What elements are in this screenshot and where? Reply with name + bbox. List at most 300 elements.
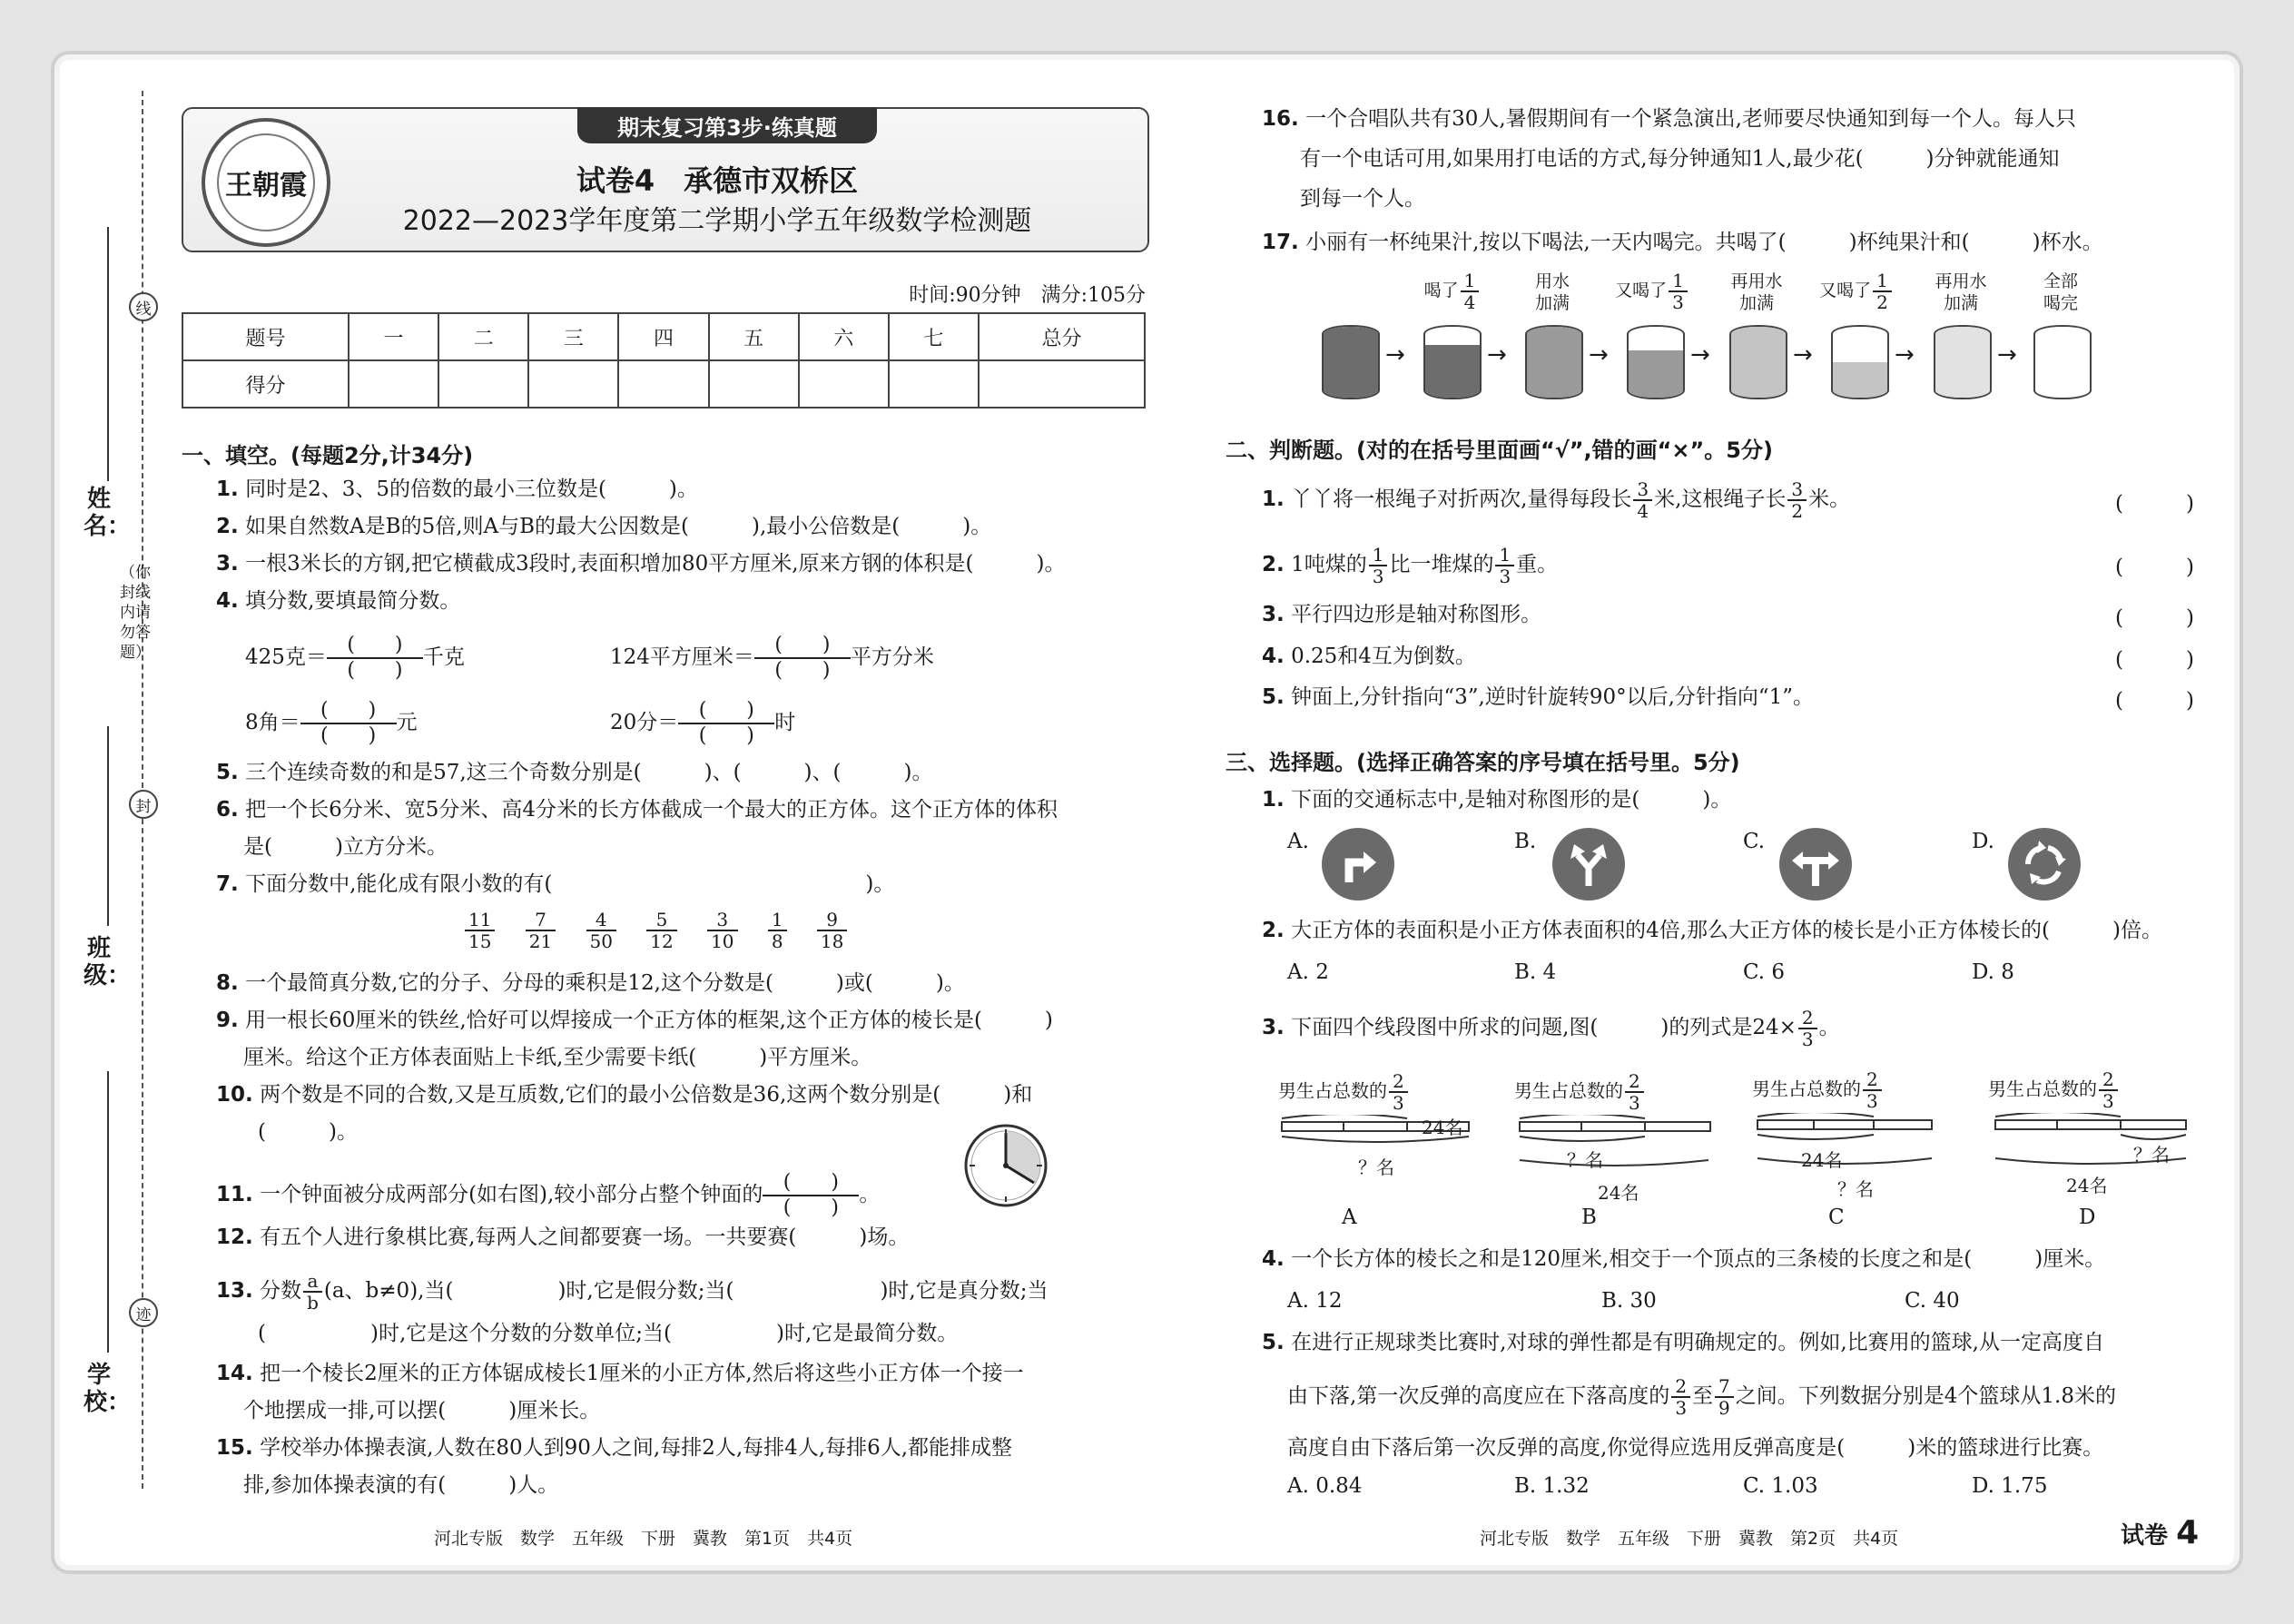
logo-text: 王朝霞	[217, 133, 315, 231]
diagram-c-segments	[1756, 1113, 1937, 1182]
q-number: 3.	[1262, 603, 1285, 626]
score-input-cell[interactable]	[979, 360, 1145, 408]
q-number: 2.	[1262, 919, 1285, 942]
juice-cup	[1423, 325, 1482, 399]
label-text: 男生占总数的	[1752, 1078, 1861, 1100]
denominator: 3	[1629, 1092, 1640, 1114]
denominator: 15	[468, 930, 492, 952]
q-text: 0.25和4互为倒数。	[1291, 645, 1476, 668]
publisher-logo	[202, 118, 330, 247]
exam-title: 试卷4 承德市双桥区	[576, 163, 859, 198]
fraction	[707, 910, 737, 951]
school-label: 学校：	[84, 1362, 132, 1416]
q-text: 如果自然数A是B的5倍,则A与B的最大公因数是( ),最小公倍数是( )。	[245, 515, 992, 538]
section-judge-title: 二、判断题。(对的在括号里面画“√”,错的画“×”。5分)	[1226, 438, 1773, 463]
blank-denominator: ( )	[320, 724, 377, 747]
diagram-c-label	[1752, 1069, 1884, 1111]
score-cell: 六	[799, 313, 889, 360]
denominator: 3	[1675, 1397, 1688, 1419]
time-info: 时间:90分钟 满分:105分	[909, 284, 1146, 307]
judge-q4	[1262, 643, 1476, 670]
q-number: 2.	[216, 515, 239, 538]
juice-fill	[1324, 327, 1378, 398]
diagram-b-24: 24名	[1598, 1182, 1639, 1204]
juice-cup	[1525, 325, 1583, 399]
blank-fraction[interactable]	[327, 634, 423, 683]
arrow-icon: →	[1487, 341, 1507, 369]
numerator: 1	[1369, 545, 1388, 566]
fraction	[1495, 545, 1514, 586]
blank-numerator: ( )	[300, 699, 397, 724]
label-text: 男生占总数的	[1988, 1078, 2097, 1100]
left-right-arrows-icon	[1788, 837, 1843, 891]
q-text: 124平方厘米＝	[610, 645, 754, 669]
fraction	[768, 910, 787, 951]
juice-cup	[1627, 325, 1685, 399]
blank-numerator: ( )	[327, 634, 423, 659]
fraction	[2099, 1069, 2118, 1111]
fill-q4a	[245, 634, 465, 683]
label-text: 用水	[1534, 271, 1570, 291]
label-text: 又喝了	[1819, 281, 1872, 300]
denominator: 8	[771, 930, 783, 952]
choice-q2-option[interactable]: B. 4	[1514, 960, 1557, 984]
juice-cup	[1831, 325, 1889, 399]
fill-q14-cont: 个地摆成一排,可以摆( )厘米长。	[243, 1399, 601, 1422]
numerator: 1	[1669, 271, 1688, 292]
q-text: 8角＝	[245, 711, 300, 734]
diagram-d-letter[interactable]: D	[2079, 1206, 2096, 1229]
numerator: 2	[1671, 1376, 1690, 1398]
fill-q12	[216, 1224, 909, 1251]
numerator: 7	[526, 910, 556, 931]
score-cell: 三	[528, 313, 618, 360]
score-cell: 一	[349, 313, 438, 360]
q-text: 。	[859, 1183, 881, 1206]
diagram-b-segments	[1518, 1115, 1718, 1184]
t-junction-sign-icon[interactable]	[1779, 828, 1852, 901]
q-text: 一个最简真分数,它的分子、分母的乘积是12,这个分数是( )或( )。	[245, 971, 965, 995]
q-number: 15.	[216, 1436, 253, 1460]
diagram-d-question: ？名	[2133, 1144, 2170, 1166]
q-text: 一个钟面被分成两部分(如右图),较小部分占整个钟面的	[260, 1183, 763, 1206]
fill-q17	[1262, 229, 2103, 256]
denominator: 10	[711, 930, 734, 952]
binding-mark-xian: 线	[129, 292, 158, 321]
score-input-cell[interactable]	[528, 360, 618, 408]
fill-q6	[216, 796, 1058, 823]
arrow-icon: →	[1997, 341, 2017, 369]
blank-fraction[interactable]	[678, 699, 774, 748]
cup-step-label	[1511, 271, 1593, 314]
choice-q4-option[interactable]: A. 12	[1287, 1289, 1343, 1313]
fill-q6-cont: 是( )立方分米。	[243, 835, 448, 859]
cup-step-label	[1412, 271, 1493, 312]
exam-badge	[2121, 1514, 2199, 1551]
section-choice-title: 三、选择题。(选择正确答案的序号填在括号里。5分)	[1226, 750, 1740, 775]
score-cell: 得分	[182, 360, 349, 408]
fill-q13	[216, 1271, 1049, 1313]
denominator: 3	[2102, 1090, 2114, 1112]
fill-q15	[216, 1434, 1012, 1462]
numerator: 3	[1787, 479, 1807, 501]
q-text: 至	[1692, 1384, 1714, 1408]
diagram-d-label	[1988, 1069, 2120, 1111]
blank-denominator: ( )	[347, 659, 403, 682]
choice-q4	[1262, 1245, 2105, 1273]
header-tab: 期末复习第3步·练真题	[577, 107, 877, 143]
fill-q3	[216, 550, 1065, 577]
blank-numerator: ( )	[754, 634, 851, 659]
q-number: 10.	[216, 1083, 253, 1107]
juice-cup	[2033, 325, 2092, 399]
binding-mark-ji: 迹	[129, 1298, 158, 1327]
q-number: 16.	[1262, 107, 1299, 131]
split-arrow-sign-icon[interactable]	[1552, 828, 1625, 901]
q-text: 有五个人进行象棋比赛,每两人之间都要赛一场。一共要赛( )场。	[260, 1225, 910, 1249]
q-text: 下面四个线段图中所求的问题,图( )的列式是24×	[1291, 1016, 1797, 1039]
juice-fill	[1833, 362, 1887, 398]
class-label: 班级：	[84, 935, 132, 989]
clock-face-icon	[962, 1122, 1049, 1209]
score-input-cell[interactable]	[799, 360, 889, 408]
numerator: 9	[817, 910, 847, 931]
q7-fraction-list	[463, 910, 849, 951]
fill-q4d	[610, 699, 795, 748]
q-number: 12.	[216, 1225, 253, 1249]
fraction	[1369, 545, 1388, 586]
option-d-label: D.	[1972, 830, 1994, 853]
denominator: 2	[1876, 291, 1888, 313]
q-text: 三个连续奇数的和是57,这三个奇数分别是( )、( )、( )。	[245, 761, 933, 784]
choice-q5-cont2: 高度自由下落后第一次反弹的高度,你觉得应选用反弹高度是( )米的篮球进行比赛。	[1287, 1436, 2104, 1460]
score-cell: 总分	[979, 313, 1145, 360]
label-text: 男生占总数的	[1514, 1079, 1623, 1102]
q-text: 钟面上,分针指向“3”,逆时针旋转90°以后,分针指向“1”。	[1291, 685, 1815, 709]
q-text: 一个长方体的棱长之和是120厘米,相交于一个顶点的三条棱的长度之和是( )厘米。	[1291, 1247, 2106, 1271]
q-text: 之间。下列数据分别是4个篮球从1.8米的	[1735, 1384, 2116, 1408]
choice-q2-option[interactable]: C. 6	[1743, 960, 1786, 984]
numerator: 2	[1863, 1069, 1882, 1091]
q-text: 同时是2、3、5的倍数的最小三位数是( )。	[245, 477, 698, 501]
arrow-icon: →	[1793, 341, 1813, 369]
q-text: (a、b≠0),当( )时,它是假分数;当( )时,它是真分数;当	[323, 1279, 1049, 1303]
unit: 元	[396, 711, 418, 734]
binding-mark-feng: 封	[129, 790, 158, 819]
juice-cup	[1322, 325, 1380, 399]
score-input-cell[interactable]	[889, 360, 979, 408]
q-text: 学校举办体操表演,人数在80人到90人之间,每排2人,每排4人,每排6人,都能排成整	[260, 1436, 1013, 1460]
q-text: 由下落,第一次反弹的高度应在下落高度的	[1287, 1384, 1670, 1408]
fill-q1	[216, 476, 698, 503]
unit: 时	[774, 711, 796, 734]
blank-numerator: ( )	[763, 1171, 859, 1196]
q-number: 6.	[216, 798, 239, 822]
split-arrows-icon	[1561, 837, 1616, 891]
fraction	[586, 910, 616, 951]
numerator: 7	[1715, 1376, 1734, 1398]
label-text: 加满	[1943, 293, 1978, 313]
fraction	[1625, 1071, 1644, 1113]
q-number: 1.	[216, 477, 239, 501]
numerator: 1	[768, 910, 787, 931]
score-table	[182, 312, 1146, 408]
denominator: 3	[1866, 1090, 1878, 1112]
diagram-a-24: 24名	[1422, 1117, 1463, 1138]
q-text: 小丽有一杯纯果汁,按以下喝法,一天内喝完。共喝了( )杯纯果汁和( )杯水。	[1305, 231, 2103, 254]
score-input-cell[interactable]	[438, 360, 528, 408]
choice-q3	[1262, 1008, 1840, 1049]
cup-step-label	[1611, 271, 1693, 312]
juice-fill	[1425, 345, 1480, 399]
fraction	[1863, 1069, 1882, 1111]
footer-left: 河北专版 数学 五年级 下册 冀教 第1页 共4页	[434, 1529, 853, 1549]
fraction	[303, 1271, 322, 1313]
name-label: 姓名：	[84, 486, 132, 540]
q-text: 重。	[1516, 553, 1559, 576]
score-cell: 题号	[182, 313, 349, 360]
label-text: 再用水	[1935, 271, 1987, 291]
q-text: 。	[1818, 1016, 1840, 1039]
fill-q9-cont: 厘米。给这个正方体表面贴上卡纸,至少需要卡纸( )平方厘米。	[243, 1046, 872, 1069]
fill-q16-cont1: 有一个电话可用,如果用打电话的方式,每分钟通知1人,最少花( )分钟就能通知	[1300, 147, 2060, 171]
score-row-points	[182, 360, 1145, 408]
q-number: 7.	[216, 872, 239, 896]
choice-q4-option[interactable]: C. 40	[1905, 1289, 1960, 1313]
unit: 千克	[422, 645, 465, 669]
choice-q2	[1262, 917, 2162, 944]
denominator: 3	[1499, 566, 1511, 587]
label-text: 加满	[1738, 293, 1774, 313]
numerator: 1	[1461, 271, 1480, 292]
school-line	[107, 1071, 109, 1353]
choice-q5-option[interactable]: D. 1.75	[1972, 1474, 2048, 1498]
score-cell: 二	[438, 313, 528, 360]
fill-q16-cont2: 到每一个人。	[1300, 187, 1425, 211]
footer-right: 河北专版 数学 五年级 下册 冀教 第2页 共4页	[1480, 1529, 1899, 1549]
label-text: 喝了	[1423, 281, 1459, 300]
numerator: 4	[586, 910, 616, 931]
q-number: 2.	[1262, 553, 1285, 576]
q-text: 两个数是不同的合数,又是互质数,它们的最小公倍数是36,这两个数分别是( )和	[260, 1083, 1033, 1107]
exam-subtitle: 2022—2023学年度第二学期小学五年级数学检测题	[402, 205, 1032, 237]
q-number: 13.	[216, 1279, 253, 1303]
q-text: 米。	[1808, 487, 1851, 511]
option-c-label: C.	[1743, 830, 1766, 853]
arrow-icon: →	[1589, 341, 1609, 369]
numerator: 5	[646, 910, 676, 931]
cup-step-label	[2020, 271, 2102, 314]
q-text: 用一根长60厘米的铁丝,恰好可以焊接成一个正方体的框架,这个正方体的棱长是( )	[245, 1009, 1053, 1032]
juice-cup	[1729, 325, 1787, 399]
score-input-cell[interactable]	[349, 360, 438, 408]
denominator: 3	[1393, 1092, 1404, 1114]
judge-q1	[1262, 479, 1850, 521]
q-number: 4.	[1262, 645, 1285, 668]
binding-note: （你封线内请勿答题）	[120, 564, 151, 662]
q-text: 1吨煤的	[1291, 553, 1367, 576]
q-number: 1.	[1262, 487, 1285, 511]
q-text: 一个合唱队共有30人,暑假期间有一个紧急演出,老师要尽快通知到每一个人。每人只	[1305, 107, 2076, 131]
q-number: 4.	[216, 589, 239, 613]
diagram-a-letter[interactable]: A	[1342, 1206, 1357, 1229]
q-number: 9.	[216, 1009, 239, 1032]
blank-fraction[interactable]	[763, 1171, 859, 1220]
juice-fill	[1731, 327, 1786, 398]
denominator: 4	[1463, 291, 1476, 313]
label-text: 喝完	[2043, 293, 2078, 313]
label-text: 全部	[2043, 271, 2078, 291]
section-fill-title: 一、填空。(每题2分,计34分)	[182, 443, 474, 468]
fraction	[1787, 479, 1807, 521]
blank-fraction[interactable]	[754, 634, 851, 683]
score-row-header	[182, 313, 1145, 360]
numerator: 2	[1798, 1008, 1817, 1029]
blank-denominator: ( )	[774, 659, 831, 682]
score-cell: 四	[618, 313, 708, 360]
choice-q5	[1262, 1329, 2104, 1356]
q-text: 把一个长6分米、宽5分米、高4分米的长方体截成一个最大的正方体。这个正方体的体积	[245, 798, 1058, 822]
denominator: 18	[820, 930, 844, 952]
option-a-label: A.	[1287, 830, 1309, 853]
judge-q3	[1262, 601, 1541, 628]
q-number: 4.	[1262, 1247, 1285, 1271]
q-text: 丫丫将一根绳子对折两次,量得每段长	[1291, 487, 1632, 511]
juice-fill	[1527, 327, 1581, 398]
fraction	[1669, 271, 1688, 312]
arrow-icon: →	[1895, 341, 1915, 369]
choice-q2-option[interactable]: A. 2	[1287, 960, 1329, 984]
juice-fill	[1629, 350, 1683, 398]
badge-label: 试卷	[2121, 1522, 2169, 1550]
denominator: 3	[1372, 566, 1384, 587]
diagram-b-letter[interactable]: B	[1581, 1206, 1597, 1229]
juice-cup	[1934, 325, 1992, 399]
fraction	[1461, 271, 1480, 312]
fill-q4b	[610, 634, 934, 683]
turn-right-sign-icon[interactable]	[1322, 828, 1394, 901]
choice-q5-option[interactable]: A. 0.84	[1287, 1474, 1363, 1498]
q-number: 5.	[216, 761, 239, 784]
label-text: 加满	[1534, 293, 1570, 313]
label-text: 男生占总数的	[1278, 1079, 1387, 1102]
judge-answer-paren[interactable]: ( )	[2115, 689, 2194, 713]
q-number: 1.	[1262, 788, 1285, 812]
fraction	[1633, 479, 1652, 521]
q-text: 下面分数中,能化成有限小数的有( )。	[245, 872, 895, 896]
diagram-d-24: 24名	[2066, 1175, 2108, 1196]
arrow-icon: →	[1385, 341, 1405, 369]
cup-step-label	[1816, 271, 1897, 312]
fill-q4c	[245, 699, 418, 748]
option-b-label: B.	[1514, 830, 1537, 853]
q-number: 17.	[1262, 231, 1299, 254]
fraction	[646, 910, 676, 951]
denominator: 4	[1637, 500, 1649, 522]
judge-answer-paren[interactable]: ( )	[2115, 556, 2194, 579]
diagram-b-question: ？名	[1567, 1149, 1603, 1171]
q-text: 把一个棱长2厘米的正方体锯成棱长1厘米的小正方体,然后将这些小正方体一个接一	[260, 1362, 1024, 1385]
q-text: 20分＝	[610, 711, 679, 734]
q-number: 5.	[1262, 1331, 1285, 1354]
blank-denominator: ( )	[698, 724, 754, 747]
fraction	[526, 910, 556, 951]
numerator: 3	[707, 910, 737, 931]
q-text: 分数	[260, 1279, 302, 1303]
numerator: 2	[1625, 1071, 1644, 1093]
fill-q10-cont: ( )。	[258, 1120, 358, 1144]
score-cell: 五	[709, 313, 799, 360]
choice-q2-option[interactable]: D. 8	[1972, 960, 2014, 984]
judge-answer-paren[interactable]: ( )	[2115, 492, 2194, 516]
q-text: 大正方体的表面积是小正方体表面积的4倍,那么大正方体的棱长是小正方体棱长的( )倍。	[1291, 919, 2162, 942]
numerator: 1	[1495, 545, 1514, 566]
roundabout-sign-icon[interactable]	[2008, 828, 2081, 901]
choice-q5-option[interactable]: B. 1.32	[1514, 1474, 1590, 1498]
score-input-cell[interactable]	[709, 360, 799, 408]
fraction	[1715, 1376, 1734, 1418]
score-input-cell[interactable]	[618, 360, 708, 408]
q-text: 米,这根绳子长	[1654, 487, 1787, 511]
q-number: 3.	[216, 552, 239, 576]
fraction	[1671, 1376, 1690, 1418]
fill-q4	[216, 587, 460, 615]
judge-answer-paren[interactable]: ( )	[2115, 606, 2194, 630]
fill-q13-cont: ( )时,它是这个分数的分数单位;当( )时,它是最简分数。	[258, 1322, 959, 1345]
diagram-c-letter[interactable]: C	[1828, 1206, 1845, 1229]
blank-fraction[interactable]	[300, 699, 397, 748]
denominator: 50	[589, 930, 613, 952]
numerator: 2	[1389, 1071, 1408, 1093]
roundabout-arrows-icon	[2017, 837, 2072, 891]
numerator: 11	[465, 910, 495, 931]
fill-q10	[216, 1081, 1032, 1108]
label-text: 再用水	[1730, 271, 1783, 291]
fraction	[465, 910, 495, 951]
fraction	[1389, 1071, 1408, 1113]
unit: 平方分米	[850, 645, 934, 669]
denominator: 2	[1791, 500, 1804, 522]
fraction	[817, 910, 847, 951]
q-text: 在进行正规球类比赛时,对球的弹性都是有明确规定的。例如,比赛用的篮球,从一定高度自	[1291, 1331, 2104, 1354]
q-number: 3.	[1262, 1016, 1285, 1039]
numerator: 3	[1633, 479, 1652, 501]
q-text: 425克＝	[245, 645, 327, 669]
denominator: 21	[528, 930, 553, 952]
blank-denominator: ( )	[783, 1196, 839, 1219]
turn-right-arrow-icon	[1331, 837, 1385, 891]
q-number: 8.	[216, 971, 239, 995]
denominator: 3	[1672, 291, 1684, 313]
denominator: 3	[1801, 1029, 1814, 1050]
numerator: a	[303, 1271, 322, 1293]
juice-fill	[1935, 327, 1990, 398]
diagram-c-24: 24名	[1801, 1149, 1843, 1171]
q-text: 填分数,要填最简分数。	[245, 589, 461, 613]
q-text: 平行四边形是轴对称图形。	[1291, 603, 1542, 626]
badge-number: 4	[2176, 1514, 2200, 1551]
choice-q5-option[interactable]: C. 1.03	[1743, 1474, 1818, 1498]
blank-numerator: ( )	[678, 699, 774, 724]
q-text: 下面的交通标志中,是轴对称图形的是( )。	[1291, 788, 1732, 812]
fill-q7	[216, 871, 894, 898]
judge-answer-paren[interactable]: ( )	[2115, 648, 2194, 672]
fill-q2	[216, 513, 991, 540]
choice-q5-cont1	[1287, 1376, 2116, 1418]
label-text: 又喝了	[1615, 281, 1668, 300]
choice-q4-option[interactable]: B. 30	[1601, 1289, 1657, 1313]
q-number: 5.	[1262, 685, 1285, 709]
